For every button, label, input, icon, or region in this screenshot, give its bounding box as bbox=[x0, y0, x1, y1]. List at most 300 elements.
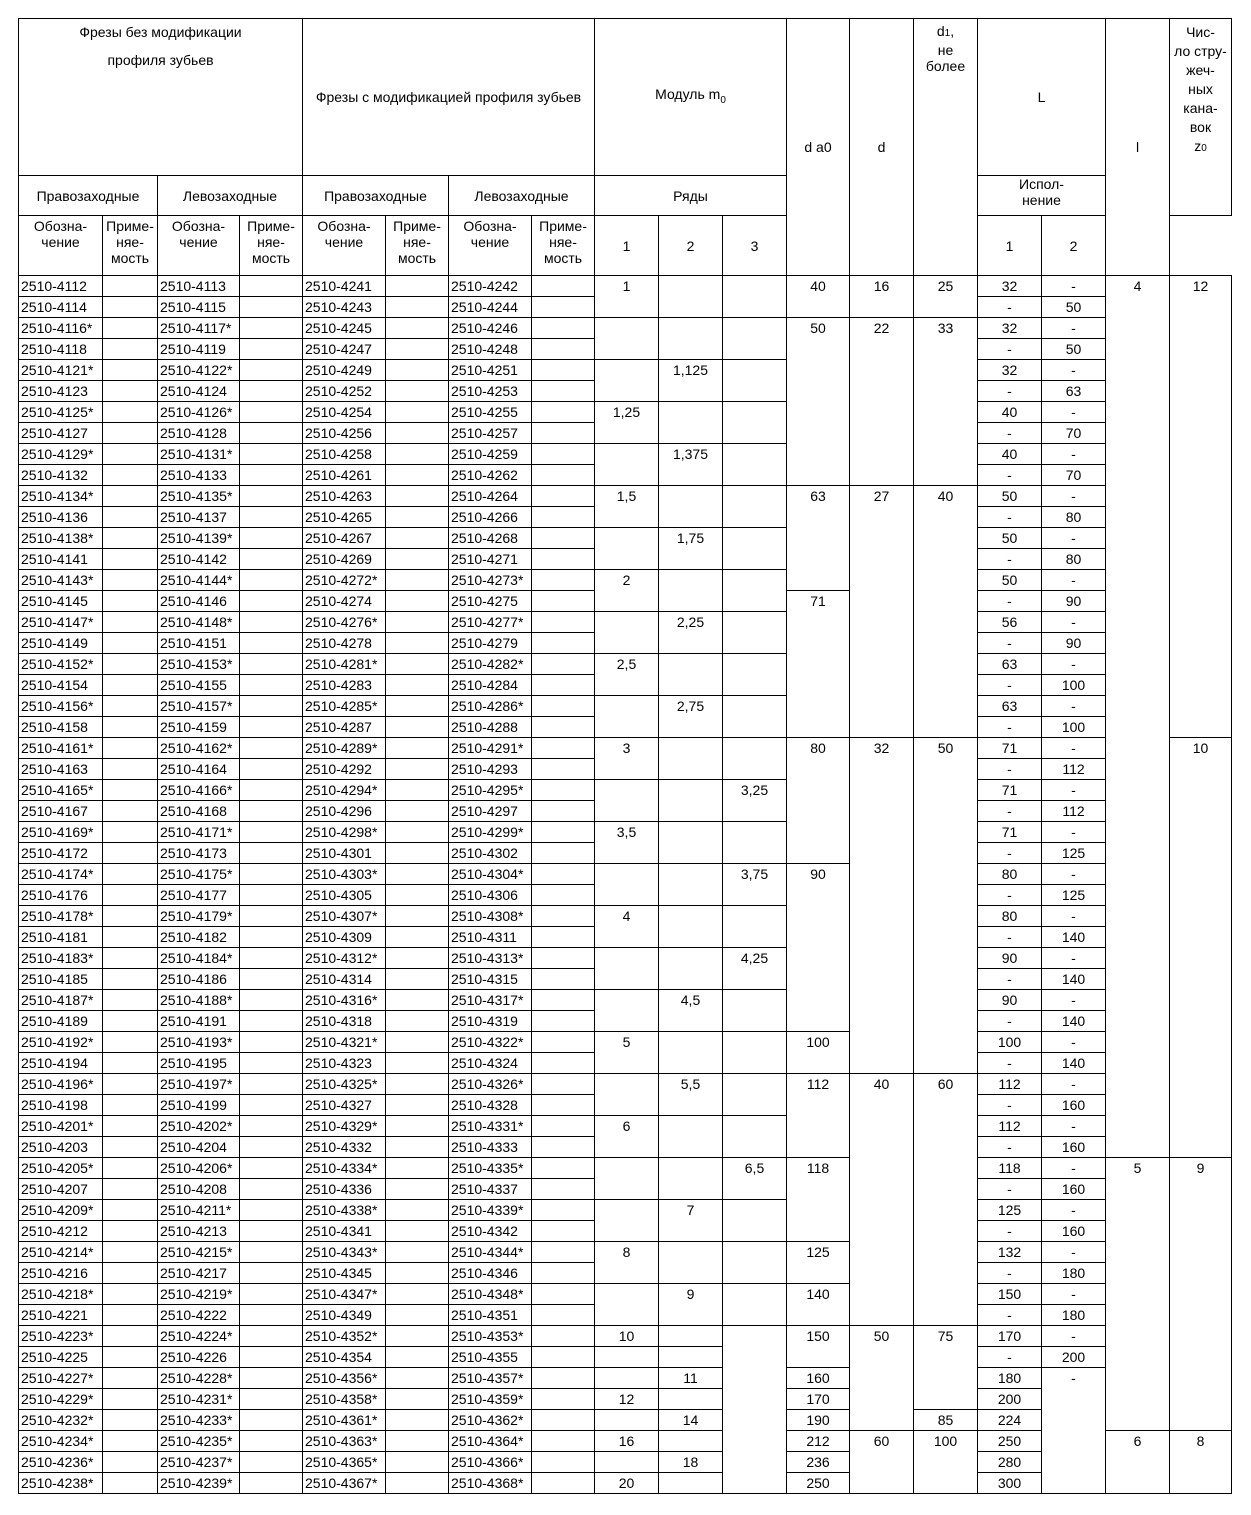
header-d1-comma: , bbox=[950, 23, 955, 39]
table-row bbox=[19, 1200, 1232, 1221]
header-rows: Ряды bbox=[595, 176, 787, 216]
module-row2-cell: 5,5 bbox=[659, 1074, 723, 1116]
L2-cell: - bbox=[1042, 1158, 1106, 1179]
designation-cell: 2510-4313* bbox=[449, 948, 532, 969]
applicability-cell bbox=[240, 1347, 303, 1368]
designation-cell: 2510-4288 bbox=[449, 717, 532, 738]
applicability-cell bbox=[386, 1452, 449, 1473]
designation-cell: 2510-4192* bbox=[19, 1032, 103, 1053]
applicability-cell bbox=[103, 759, 158, 780]
L1-cell: 63 bbox=[978, 696, 1042, 717]
applicability-cell bbox=[103, 780, 158, 801]
applicability-cell bbox=[103, 801, 158, 822]
L1-cell: - bbox=[978, 549, 1042, 570]
header-no-mod-left: Левозаходные bbox=[158, 176, 303, 216]
L1-cell: - bbox=[978, 969, 1042, 990]
module-row3-cell-empty bbox=[723, 654, 787, 696]
designation-cell: 2510-4224* bbox=[158, 1326, 240, 1347]
applicability-cell bbox=[240, 1158, 303, 1179]
table-row bbox=[19, 1158, 1232, 1179]
applicability-cell bbox=[240, 1389, 303, 1410]
applicability-cell bbox=[532, 1431, 595, 1452]
applicability-cell bbox=[386, 906, 449, 927]
designation-cell: 2510-4115 bbox=[158, 297, 240, 318]
module-row1-cell-empty bbox=[595, 612, 659, 654]
designation-cell: 2510-4138* bbox=[19, 528, 103, 549]
applicability-cell bbox=[103, 1389, 158, 1410]
L1-cell: 50 bbox=[978, 528, 1042, 549]
L1-cell: 63 bbox=[978, 654, 1042, 675]
L2-cell: - bbox=[1042, 780, 1106, 801]
header-z0-sub: 0 bbox=[1201, 143, 1207, 154]
module-row3-cell-empty bbox=[723, 1326, 787, 1494]
module-row1-cell: 1,5 bbox=[595, 486, 659, 528]
designation-cell: 2510-4227* bbox=[19, 1368, 103, 1389]
designation-cell: 2510-4214* bbox=[19, 1242, 103, 1263]
cutters-table bbox=[18, 18, 1232, 1494]
table-row bbox=[19, 1074, 1232, 1095]
applicability-cell bbox=[386, 1200, 449, 1221]
applicability-cell bbox=[240, 318, 303, 339]
da0-cell: 140 bbox=[787, 1284, 850, 1326]
applicability-cell bbox=[386, 1473, 449, 1494]
applicability-cell bbox=[532, 1137, 595, 1158]
module-row3-cell-empty bbox=[723, 1074, 787, 1116]
table-row bbox=[19, 780, 1232, 801]
header-version bbox=[978, 176, 1106, 216]
applicability-cell bbox=[532, 549, 595, 570]
designation-cell: 2510-4219* bbox=[158, 1284, 240, 1305]
applicability-cell bbox=[103, 1410, 158, 1431]
table-row bbox=[19, 402, 1232, 423]
applicability-cell bbox=[103, 1368, 158, 1389]
da0-cell: 190 bbox=[787, 1410, 850, 1431]
header-d1-sub: 1 bbox=[944, 28, 951, 39]
designation-cell: 2510-4151 bbox=[158, 633, 240, 654]
designation-cell: 2510-4116* bbox=[19, 318, 103, 339]
designation-cell: 2510-4119 bbox=[158, 339, 240, 360]
designation-cell: 2510-4184* bbox=[158, 948, 240, 969]
applicability-cell bbox=[240, 360, 303, 381]
L1-cell: 112 bbox=[978, 1116, 1042, 1137]
designation-cell: 2510-4208 bbox=[158, 1179, 240, 1200]
table-row bbox=[19, 444, 1232, 465]
header-version-1: 1 bbox=[978, 216, 1042, 276]
applicability-cell bbox=[103, 864, 158, 885]
applicability-cell bbox=[103, 1074, 158, 1095]
header-group-no-mod-line2: профиля зубьев bbox=[107, 52, 214, 68]
applicability-cell bbox=[103, 1326, 158, 1347]
designation-cell: 2510-4268 bbox=[449, 528, 532, 549]
L1-cell: 112 bbox=[978, 1074, 1042, 1095]
applicability-cell bbox=[532, 381, 595, 402]
designation-cell: 2510-4114 bbox=[19, 297, 103, 318]
applicability-cell bbox=[103, 927, 158, 948]
designation-cell: 2510-4121* bbox=[19, 360, 103, 381]
designation-cell: 2510-4204 bbox=[158, 1137, 240, 1158]
designation-cell: 2510-4257 bbox=[449, 423, 532, 444]
L1-cell: 71 bbox=[978, 822, 1042, 843]
applicability-cell bbox=[386, 780, 449, 801]
designation-cell: 2510-4142 bbox=[158, 549, 240, 570]
module-row2-cell: 2,25 bbox=[659, 612, 723, 654]
designation-cell: 2510-4333 bbox=[449, 1137, 532, 1158]
designation-cell: 2510-4307* bbox=[303, 906, 386, 927]
L1-cell: 56 bbox=[978, 612, 1042, 633]
module-row1-cell-empty bbox=[595, 528, 659, 570]
da0-cell: 112 bbox=[787, 1074, 850, 1158]
designation-cell: 2510-4209* bbox=[19, 1200, 103, 1221]
applicability-cell bbox=[386, 381, 449, 402]
designation-cell: 2510-4266 bbox=[449, 507, 532, 528]
applicability-cell bbox=[532, 780, 595, 801]
L2-cell: - bbox=[1042, 276, 1106, 297]
applicability-cell bbox=[532, 990, 595, 1011]
designation-cell: 2510-4202* bbox=[158, 1116, 240, 1137]
designation-cell: 2510-4292 bbox=[303, 759, 386, 780]
applicability-cell bbox=[386, 1242, 449, 1263]
designation-cell: 2510-4338* bbox=[303, 1200, 386, 1221]
applicability-cell bbox=[240, 1095, 303, 1116]
designation-cell: 2510-4285* bbox=[303, 696, 386, 717]
designation-cell: 2510-4153* bbox=[158, 654, 240, 675]
designation-cell: 2510-4274 bbox=[303, 591, 386, 612]
applicability-cell bbox=[386, 1074, 449, 1095]
designation-cell: 2510-4221 bbox=[19, 1305, 103, 1326]
applicability-cell bbox=[240, 486, 303, 507]
header-d1-symbol: d bbox=[936, 23, 945, 39]
module-row2-cell-empty bbox=[659, 486, 723, 528]
designation-cell: 2510-4144* bbox=[158, 570, 240, 591]
designation-cell: 2510-4215* bbox=[158, 1242, 240, 1263]
applicability-cell bbox=[103, 549, 158, 570]
designation-cell: 2510-4158 bbox=[19, 717, 103, 738]
applicability-cell bbox=[386, 1158, 449, 1179]
header-designation-line2: чение bbox=[179, 234, 218, 250]
header-z0-line2: ло стру- bbox=[1174, 43, 1227, 59]
L2-cell: - bbox=[1042, 738, 1106, 759]
applicability-cell bbox=[532, 1158, 595, 1179]
L2-cell: 70 bbox=[1042, 465, 1106, 486]
L1-cell: 71 bbox=[978, 780, 1042, 801]
applicability-cell bbox=[532, 1473, 595, 1494]
applicability-cell bbox=[532, 927, 595, 948]
L2-cell: - bbox=[1042, 1116, 1106, 1137]
designation-cell: 2510-4267 bbox=[303, 528, 386, 549]
applicability-cell bbox=[386, 318, 449, 339]
designation-cell: 2510-4272* bbox=[303, 570, 386, 591]
designation-cell: 2510-4321* bbox=[303, 1032, 386, 1053]
applicability-cell bbox=[386, 1137, 449, 1158]
header-applicability bbox=[532, 216, 595, 276]
header-d1-line3: более bbox=[925, 58, 966, 74]
applicability-cell bbox=[386, 1347, 449, 1368]
applicability-cell bbox=[532, 528, 595, 549]
designation-cell: 2510-4269 bbox=[303, 549, 386, 570]
l-cell: 4 bbox=[1106, 276, 1170, 1158]
L1-cell: - bbox=[978, 1179, 1042, 1200]
L2-cell: - bbox=[1042, 1242, 1106, 1263]
header-mod-left: Левозаходные bbox=[449, 176, 595, 216]
applicability-cell bbox=[240, 864, 303, 885]
module-row1-cell-empty bbox=[595, 948, 659, 990]
designation-cell: 2510-4155 bbox=[158, 675, 240, 696]
da0-cell: 50 bbox=[787, 318, 850, 486]
designation-cell: 2510-4286* bbox=[449, 696, 532, 717]
applicability-cell bbox=[532, 1242, 595, 1263]
applicability-cell bbox=[532, 570, 595, 591]
applicability-cell bbox=[103, 1011, 158, 1032]
L1-cell: 180 bbox=[978, 1368, 1042, 1389]
header-applicability-line1: Приме- bbox=[539, 218, 587, 234]
module-row3-cell-empty bbox=[723, 696, 787, 738]
applicability-cell bbox=[386, 1011, 449, 1032]
applicability-cell bbox=[386, 1431, 449, 1452]
applicability-cell bbox=[532, 1284, 595, 1305]
applicability-cell bbox=[386, 633, 449, 654]
applicability-cell bbox=[240, 759, 303, 780]
designation-cell: 2510-4125* bbox=[19, 402, 103, 423]
applicability-cell bbox=[532, 1221, 595, 1242]
applicability-cell bbox=[103, 738, 158, 759]
designation-cell: 2510-4233* bbox=[158, 1410, 240, 1431]
module-row1-cell: 1 bbox=[595, 276, 659, 318]
designation-cell: 2510-4177 bbox=[158, 885, 240, 906]
designation-cell: 2510-4129* bbox=[19, 444, 103, 465]
designation-cell: 2510-4273* bbox=[449, 570, 532, 591]
applicability-cell bbox=[386, 948, 449, 969]
module-row3-cell-empty bbox=[723, 990, 787, 1032]
L1-cell: - bbox=[978, 675, 1042, 696]
applicability-cell bbox=[103, 1095, 158, 1116]
header-applicability-line3: мость bbox=[397, 250, 437, 266]
module-row2-cell-empty bbox=[659, 780, 723, 822]
header-designation bbox=[303, 216, 386, 276]
module-row1-cell-empty bbox=[595, 990, 659, 1032]
header-group-no-modification bbox=[19, 19, 303, 176]
L1-cell: - bbox=[978, 339, 1042, 360]
applicability-cell bbox=[240, 465, 303, 486]
designation-cell: 2510-4302 bbox=[449, 843, 532, 864]
designation-cell: 2510-4228* bbox=[158, 1368, 240, 1389]
designation-cell: 2510-4226 bbox=[158, 1347, 240, 1368]
applicability-cell bbox=[240, 1431, 303, 1452]
applicability-cell bbox=[103, 486, 158, 507]
designation-cell: 2510-4364* bbox=[449, 1431, 532, 1452]
L1-cell: - bbox=[978, 1221, 1042, 1242]
L1-cell: 71 bbox=[978, 738, 1042, 759]
module-row3-cell-empty bbox=[723, 1200, 787, 1242]
applicability-cell bbox=[532, 360, 595, 381]
applicability-cell bbox=[532, 339, 595, 360]
designation-cell: 2510-4339* bbox=[449, 1200, 532, 1221]
applicability-cell bbox=[386, 1284, 449, 1305]
da0-cell: 90 bbox=[787, 864, 850, 1032]
applicability-cell bbox=[240, 276, 303, 297]
module-row1-cell-empty bbox=[595, 864, 659, 906]
designation-cell: 2510-4152* bbox=[19, 654, 103, 675]
table-row bbox=[19, 486, 1232, 507]
module-row2-cell-empty bbox=[659, 1473, 723, 1494]
designation-cell: 2510-4163 bbox=[19, 759, 103, 780]
designation-cell: 2510-4211* bbox=[158, 1200, 240, 1221]
module-row2-cell-empty bbox=[659, 906, 723, 948]
designation-cell: 2510-4242 bbox=[449, 276, 532, 297]
L2-cell: 125 bbox=[1042, 885, 1106, 906]
designation-cell: 2510-4182 bbox=[158, 927, 240, 948]
applicability-cell bbox=[532, 486, 595, 507]
designation-cell: 2510-4259 bbox=[449, 444, 532, 465]
L2-cell: 50 bbox=[1042, 339, 1106, 360]
L2-cell: - bbox=[1042, 570, 1106, 591]
applicability-cell bbox=[386, 696, 449, 717]
L2-cell: - bbox=[1042, 528, 1106, 549]
designation-cell: 2510-4231* bbox=[158, 1389, 240, 1410]
L2-cell: - bbox=[1042, 402, 1106, 423]
designation-cell: 2510-4318 bbox=[303, 1011, 386, 1032]
d1-cell: 85 bbox=[914, 1410, 978, 1431]
designation-cell: 2510-4248 bbox=[449, 339, 532, 360]
da0-cell: 125 bbox=[787, 1242, 850, 1284]
designation-cell: 2510-4323 bbox=[303, 1053, 386, 1074]
module-row2-cell-empty bbox=[659, 318, 723, 360]
applicability-cell bbox=[240, 633, 303, 654]
l-cell: 5 bbox=[1106, 1158, 1170, 1431]
designation-cell: 2510-4195 bbox=[158, 1053, 240, 1074]
header-row-3: 3 bbox=[723, 216, 787, 276]
module-row2-cell: 1,375 bbox=[659, 444, 723, 486]
header-applicability bbox=[240, 216, 303, 276]
applicability-cell bbox=[532, 1410, 595, 1431]
header-designation bbox=[449, 216, 532, 276]
module-row1-cell: 3 bbox=[595, 738, 659, 780]
L2-cell: 180 bbox=[1042, 1263, 1106, 1284]
header-designation-line2: чение bbox=[470, 234, 510, 250]
L2-cell: 63 bbox=[1042, 381, 1106, 402]
module-row1-cell-empty bbox=[595, 1074, 659, 1116]
header-group-no-mod-line1: Фрезы без модификации bbox=[79, 24, 242, 40]
L1-cell: 40 bbox=[978, 402, 1042, 423]
module-row1-cell-empty bbox=[595, 1368, 659, 1389]
designation-cell: 2510-4203 bbox=[19, 1137, 103, 1158]
applicability-cell bbox=[103, 444, 158, 465]
designation-cell: 2510-4264 bbox=[449, 486, 532, 507]
applicability-cell bbox=[103, 297, 158, 318]
L1-cell: 32 bbox=[978, 318, 1042, 339]
designation-cell: 2510-4124 bbox=[158, 381, 240, 402]
table-row bbox=[19, 528, 1232, 549]
designation-cell: 2510-4133 bbox=[158, 465, 240, 486]
designation-cell: 2510-4284 bbox=[449, 675, 532, 696]
applicability-cell bbox=[240, 381, 303, 402]
designation-cell: 2510-4197* bbox=[158, 1074, 240, 1095]
applicability-cell bbox=[240, 1137, 303, 1158]
applicability-cell bbox=[532, 465, 595, 486]
applicability-cell bbox=[103, 843, 158, 864]
applicability-cell bbox=[240, 444, 303, 465]
applicability-cell bbox=[532, 1116, 595, 1137]
designation-cell: 2510-4362* bbox=[449, 1410, 532, 1431]
applicability-cell bbox=[532, 276, 595, 297]
designation-cell: 2510-4134* bbox=[19, 486, 103, 507]
d1-cell: 75 bbox=[914, 1326, 978, 1410]
designation-cell: 2510-4205* bbox=[19, 1158, 103, 1179]
applicability-cell bbox=[386, 339, 449, 360]
applicability-cell bbox=[386, 717, 449, 738]
module-row3-cell-empty bbox=[723, 528, 787, 570]
designation-cell: 2510-4186 bbox=[158, 969, 240, 990]
applicability-cell bbox=[386, 1389, 449, 1410]
table-row bbox=[19, 1284, 1232, 1305]
applicability-cell bbox=[240, 612, 303, 633]
applicability-cell bbox=[240, 1242, 303, 1263]
designation-cell: 2510-4326* bbox=[449, 1074, 532, 1095]
applicability-cell bbox=[532, 885, 595, 906]
module-row3-cell-empty bbox=[723, 1032, 787, 1074]
applicability-cell bbox=[386, 801, 449, 822]
da0-cell: 80 bbox=[787, 738, 850, 864]
module-row2-cell-empty bbox=[659, 1431, 723, 1452]
L2-cell: - bbox=[1042, 318, 1106, 339]
module-row2-cell-empty bbox=[659, 402, 723, 444]
designation-cell: 2510-4327 bbox=[303, 1095, 386, 1116]
module-row2-cell-empty bbox=[659, 948, 723, 990]
module-row2-cell-empty bbox=[659, 1032, 723, 1074]
applicability-cell bbox=[240, 780, 303, 801]
designation-cell: 2510-4253 bbox=[449, 381, 532, 402]
header-z0-symbol: z bbox=[1194, 138, 1202, 154]
designation-cell: 2510-4276* bbox=[303, 612, 386, 633]
header-applicability-line1: Приме- bbox=[106, 218, 154, 234]
L1-cell: - bbox=[978, 465, 1042, 486]
applicability-cell bbox=[103, 1116, 158, 1137]
applicability-cell bbox=[103, 1284, 158, 1305]
L2-cell: 112 bbox=[1042, 759, 1106, 780]
table-row bbox=[19, 948, 1232, 969]
designation-cell: 2510-4324 bbox=[449, 1053, 532, 1074]
designation-cell: 2510-4128 bbox=[158, 423, 240, 444]
applicability-cell bbox=[240, 423, 303, 444]
applicability-cell bbox=[386, 1326, 449, 1347]
z0-cell: 9 bbox=[1170, 1158, 1232, 1431]
module-row2-cell-empty bbox=[659, 822, 723, 864]
header-applicability-line2: няе- bbox=[549, 234, 577, 250]
module-row2-cell-empty bbox=[659, 864, 723, 906]
designation-cell: 2510-4335* bbox=[449, 1158, 532, 1179]
applicability-cell bbox=[240, 969, 303, 990]
module-row1-cell: 16 bbox=[595, 1431, 659, 1452]
L2-cell: - bbox=[1042, 1032, 1106, 1053]
applicability-cell bbox=[532, 1263, 595, 1284]
designation-cell: 2510-4168 bbox=[158, 801, 240, 822]
L1-cell: - bbox=[978, 843, 1042, 864]
header-designation-line1: Обозна- bbox=[463, 218, 517, 234]
applicability-cell bbox=[532, 1326, 595, 1347]
module-row2-cell: 11 bbox=[659, 1368, 723, 1389]
designation-cell: 2510-4368* bbox=[449, 1473, 532, 1494]
module-row3-cell-empty bbox=[723, 612, 787, 654]
designation-cell: 2510-4185 bbox=[19, 969, 103, 990]
L1-cell: 224 bbox=[978, 1410, 1042, 1431]
designation-cell: 2510-4123 bbox=[19, 381, 103, 402]
module-row2-cell-empty bbox=[659, 1347, 723, 1368]
designation-cell: 2510-4234* bbox=[19, 1431, 103, 1452]
applicability-cell bbox=[240, 654, 303, 675]
designation-cell: 2510-4244 bbox=[449, 297, 532, 318]
designation-cell: 2510-4154 bbox=[19, 675, 103, 696]
applicability-cell bbox=[240, 906, 303, 927]
applicability-cell bbox=[240, 570, 303, 591]
